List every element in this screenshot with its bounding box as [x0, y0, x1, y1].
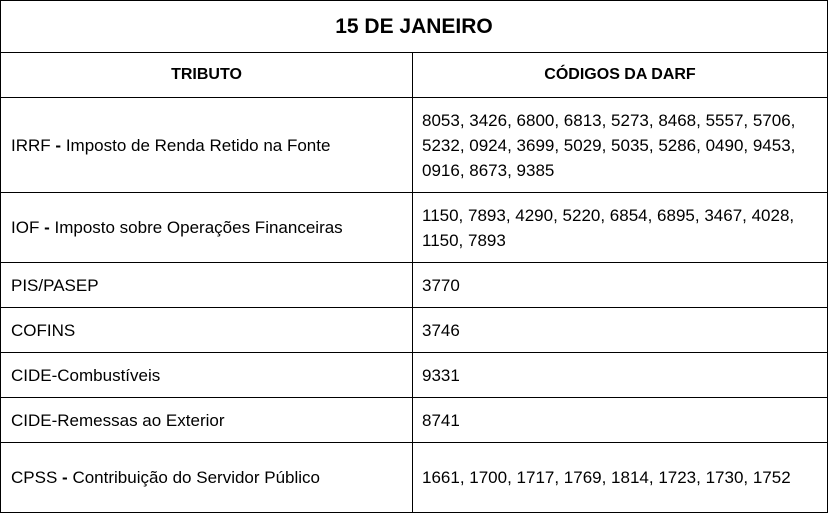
tributo-desc: Imposto sobre Operações Financeiras	[54, 218, 343, 237]
tributo-code: IRRF	[11, 135, 51, 155]
codigos-cell: 8053, 3426, 6800, 6813, 5273, 8468, 5557, 5706, 5232, 0924, 3699, 5029, 5035, 5286, 0490, 9453, 0916, 8673, 9385	[413, 98, 828, 193]
tributo-cell	[1, 263, 413, 308]
tributo-cell	[1, 398, 413, 443]
table-row	[1, 263, 828, 308]
codigos-cell: 9331	[413, 353, 828, 398]
tributo-dash: -	[44, 218, 50, 237]
header-tributo: TRIBUTO	[1, 53, 413, 98]
table-row	[1, 443, 828, 513]
tributo-code: IOF	[11, 218, 40, 237]
tributo-cell	[1, 353, 413, 398]
tributo-desc: Imposto de Renda Retido na Fonte	[65, 135, 331, 155]
table-title: 15 DE JANEIRO	[1, 1, 828, 53]
tributo-cell	[1, 98, 413, 193]
codigos-cell: 3770	[413, 263, 828, 308]
title-row	[1, 1, 828, 53]
table-row	[1, 308, 828, 353]
codigos-cell: 1150, 7893, 4290, 5220, 6854, 6895, 3467, 4028, 1150, 7893	[413, 193, 828, 263]
codigos-cell: 3746	[413, 308, 828, 353]
codigos-cell: 8741	[413, 398, 828, 443]
tributo-cell	[1, 443, 413, 513]
tributo-desc: Contribuição do Servidor Público	[72, 468, 321, 487]
tributo-code: CPSS	[11, 468, 58, 487]
tributo-code: PIS/PASEP	[11, 275, 99, 295]
table-row	[1, 353, 828, 398]
tributo-cell	[1, 193, 413, 263]
codigos-cell: 1661, 1700, 1717, 1769, 1814, 1723, 1730, 1752	[413, 443, 828, 513]
header-row	[1, 53, 828, 98]
table-row	[1, 193, 828, 263]
tributo-dash: -	[55, 135, 62, 155]
tributo-code: CIDE-Remessas ao Exterior	[11, 410, 225, 430]
tributo-dash: -	[62, 468, 68, 487]
header-codigos: CÓDIGOS DA DARF	[413, 53, 828, 98]
tributo-cell	[1, 308, 413, 353]
tributo-code: CIDE-Combustíveis	[11, 365, 161, 385]
tributo-code: COFINS	[11, 320, 76, 340]
table-row	[1, 398, 828, 443]
table-row	[1, 98, 828, 193]
